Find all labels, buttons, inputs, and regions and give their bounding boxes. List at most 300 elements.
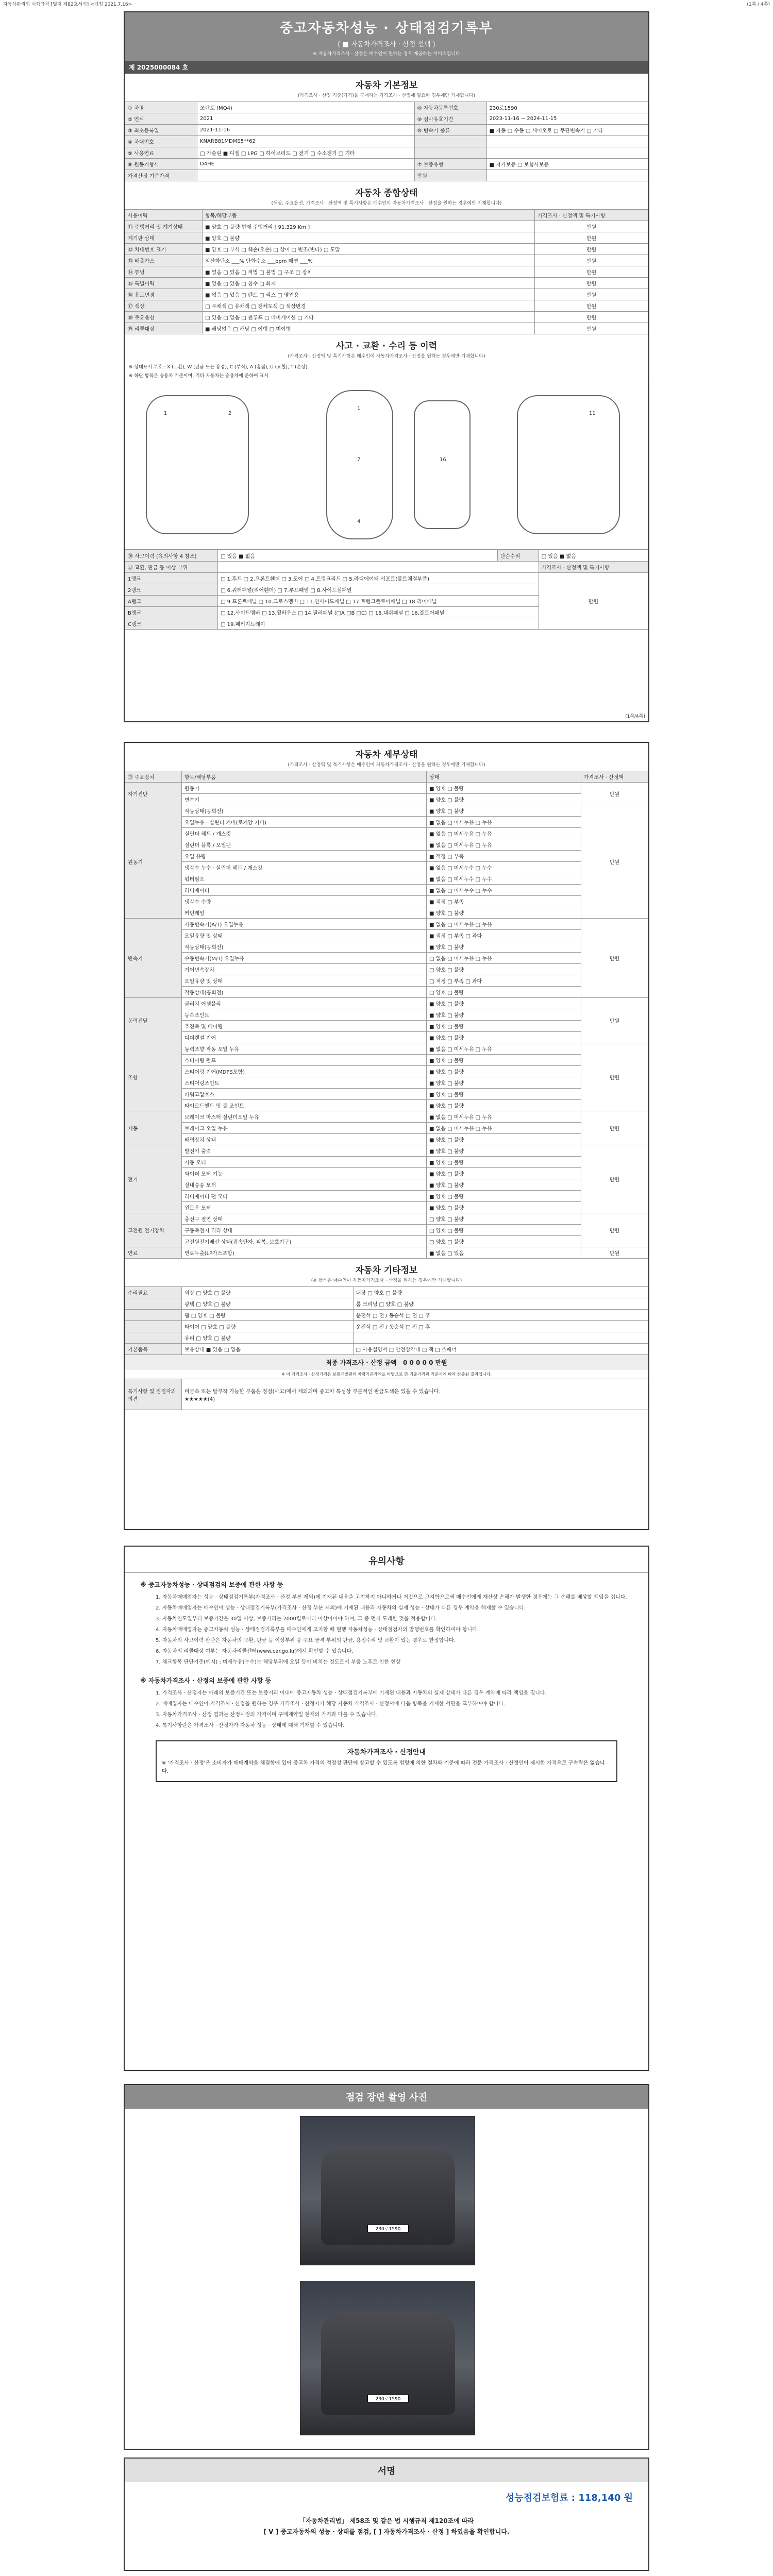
car-damage-diagram bbox=[125, 380, 648, 550]
overall-note: (색상, 주요옵션, 가격조사 · 산정액 및 특기사항은 매수인이 자동차가격조사 · 산정을 원하는 경우에만 기재합니다) bbox=[271, 201, 502, 206]
table-row bbox=[125, 1077, 648, 1089]
part-label: 수동변속기(M/T) 오일누유 bbox=[182, 953, 427, 964]
item-state: □ 무채색 □ 유채색 □ 전체도색 □ 색상변경 bbox=[203, 300, 535, 312]
part-state: ■ 양호 □ 불량 bbox=[427, 1021, 581, 1032]
part-label: 작동상태(공회전) bbox=[182, 941, 427, 953]
part-state: ■ 양호 □ 불량 bbox=[427, 1009, 581, 1021]
part-state: ■ 양호 □ 불량 bbox=[427, 907, 581, 919]
notice-page bbox=[124, 1546, 649, 2071]
table-row bbox=[125, 159, 648, 170]
overall-title: 자동차 종합상태 bbox=[355, 188, 418, 198]
part-state: ■ 없음 □ 미세누수 □ 누수 bbox=[427, 885, 581, 896]
table-row bbox=[125, 255, 648, 266]
part-state: ■ 양호 □ 불량 bbox=[427, 783, 581, 794]
signature-section bbox=[124, 2458, 649, 2571]
part-state: ■ 양호 □ 불량 bbox=[427, 1100, 581, 1111]
price-guide-box: 자동차가격조사 · 산정안내 ※ '가격조사 · 산정'은 소비자가 매매계약을 체결함에 있어 중고차 가격의 적정성 판단에 참고할 수 있도록 법령에 의한 절차와 기준에 따라 전문 가격조사 · 산정인이 제시한 가격으로 구속력은 없습니다. bbox=[156, 1740, 617, 1782]
document-subtitle: ( ■ 자동차가격조사 · 산정 선택 ) bbox=[338, 41, 435, 48]
table-row bbox=[125, 136, 648, 147]
notice-item: 4. 특기사항란은 가격조사 · 산정자가 자동차 성능 · 상태에 대해 기재할 수 있습니다. bbox=[156, 1723, 345, 1728]
part-state: □ 적정 □ 부족 □ 과다 bbox=[427, 975, 581, 987]
part-label: 작동상태(공회전) bbox=[182, 987, 427, 998]
group-price: 만원 bbox=[581, 919, 648, 998]
field-value bbox=[486, 170, 648, 181]
notice-item: 1. 자동차매매업자는 성능 · 상태점검기록부(가격조사 · 산정 부분 제외)에 기재된 내용을 고지하지 아니하거나 거짓으로 고지함으로써 매수인에게 재산상 손해가 발생한 경우에는 그 손해를 배상할 책임을 집니다. bbox=[156, 1595, 627, 1600]
part-label: 등속조인트 bbox=[182, 1009, 427, 1021]
item-label: ⑫ 차대번호 표기 bbox=[125, 244, 203, 255]
table-row bbox=[125, 1089, 648, 1100]
part-state: ■ 양호 □ 불량 bbox=[427, 1055, 581, 1066]
part-label: 오일유량 및 상태 bbox=[182, 975, 427, 987]
item-label: ⑲ 리콜대상 bbox=[125, 323, 203, 334]
part-label: 스티어링 기어(MDPS포함) bbox=[182, 1066, 427, 1077]
table-row bbox=[125, 1145, 648, 1157]
table-row bbox=[125, 1225, 648, 1236]
field-value: ■ 자동 □ 수동 □ 세미오토 □ 무단변속기 □ 기타 bbox=[486, 125, 648, 136]
item-price: 만원 bbox=[535, 266, 648, 278]
item-state: ■ 양호 □ 불량 현재 주행거리 [ 91,329 Km ] bbox=[203, 221, 535, 232]
document-title: 중고자동차성능 · 상태점검기록부 bbox=[280, 21, 493, 36]
field-label bbox=[414, 147, 486, 159]
page-indicator: (1쪽 / 4쪽) bbox=[747, 2, 770, 7]
page-1 bbox=[124, 11, 649, 722]
table-row bbox=[125, 805, 648, 817]
item-state: ■ 양호 □ 불량 bbox=[203, 232, 535, 244]
field-value: 230로1590 bbox=[486, 102, 648, 113]
detail-title: 자동차 세부상태 bbox=[355, 750, 418, 760]
part-label: 동력조향 작동 오일 누유 bbox=[182, 1043, 427, 1055]
part-label: 추진축 및 베어링 bbox=[182, 1021, 427, 1032]
group-price: 만원 bbox=[581, 1213, 648, 1247]
part-state: ■ 양호 □ 불량 bbox=[427, 1168, 581, 1179]
car-under-view bbox=[414, 400, 470, 529]
part-label: 시동 모터 bbox=[182, 1157, 427, 1168]
item-state: ■ 없음 □ 있음 □ 렌트 □ 리스 □ 영업용 bbox=[203, 289, 535, 300]
accident-legend: ※ 상태표시 부호 : X (교환), W (판금 또는 용접), C (부식), A (흠집), U (요철), T (손상) bbox=[129, 365, 308, 370]
part-state: ■ 양호 □ 불량 bbox=[427, 941, 581, 953]
table-row bbox=[125, 953, 648, 964]
part-label: 배력장치 상태 bbox=[182, 1134, 427, 1145]
table-row bbox=[125, 828, 648, 839]
field-label: ① 차명 bbox=[125, 102, 197, 113]
other-label bbox=[125, 1321, 182, 1332]
group-price: 만원 bbox=[581, 805, 648, 919]
table-row bbox=[125, 987, 648, 998]
table-row bbox=[125, 170, 648, 181]
part-state: ■ 적정 □ 부족 □ 과다 bbox=[427, 930, 581, 941]
page-footer: (1쪽/4쪽) bbox=[625, 714, 645, 719]
item-state: 일산화탄소 ___% 탄화수소 ___ppm 매연 ___% bbox=[203, 255, 535, 266]
other-state: 운전석 □ 전 / 동승석 □ 전 □ 후 bbox=[353, 1321, 648, 1332]
field-value bbox=[486, 147, 648, 159]
item-label: ⑬ 배출가스 bbox=[125, 255, 203, 266]
item-price: 만원 bbox=[535, 255, 648, 266]
part-label: 디퍼렌셜 기어 bbox=[182, 1032, 427, 1043]
other-note: (※ 항목은 매수인이 자동차가격조사 · 산정을 원하는 경우에만 기재합니다) bbox=[311, 1278, 462, 1283]
part-label: 오일 유량 bbox=[182, 851, 427, 862]
item-label: 계기판 상태 bbox=[125, 232, 203, 244]
table-row bbox=[125, 1298, 648, 1310]
col-price: 가격조사 · 산정액 및 특기사항 bbox=[535, 210, 648, 221]
table-row bbox=[125, 783, 648, 794]
part-label: 클러치 어셈블리 bbox=[182, 998, 427, 1009]
part-label: 라디에이터 bbox=[182, 885, 427, 896]
col-usage: 사용이력 bbox=[125, 210, 203, 221]
part-state: ■ 양호 □ 불량 bbox=[427, 1066, 581, 1077]
other-table bbox=[125, 1286, 648, 1355]
part-label: 연료누출(LP가스포함) bbox=[182, 1247, 427, 1259]
diagram-label: 1 bbox=[357, 405, 361, 411]
diagram-label: 2 bbox=[228, 411, 232, 416]
item-label: ⑪ 주행거리 및 계기상태 bbox=[125, 221, 203, 232]
law-text: 「자동차관리법」 제58조 및 같은 법 시행규칙 제120조에 따라 bbox=[299, 2517, 474, 2524]
part-label: 실린더 헤드 / 개스킷 bbox=[182, 828, 427, 839]
part-label: 고전원전기배선 상태(접속단자, 피복, 보호기구) bbox=[182, 1236, 427, 1247]
item-state: ■ 없음 □ 있음 □ 침수 □ 화재 bbox=[203, 278, 535, 289]
other-state: □ 사용설명서 □ 안전삼각대 □ 잭 □ 스패너 bbox=[353, 1344, 648, 1355]
diagram-label: 1 bbox=[164, 411, 167, 416]
item-label: ⑰ 색상 bbox=[125, 300, 203, 312]
form-reference: 자동차관리법 시행규칙 [별지 제82호서식] <개정 2021.7.16> bbox=[3, 2, 132, 7]
table-row bbox=[125, 266, 648, 278]
part-state: □ 양호 □ 불량 bbox=[427, 1225, 581, 1236]
notice-item: 3. 자동차인도일부터 보증기간은 30일 이상, 보증거리는 2000킬로미터 이상이어야 하며, 그 중 먼저 도래한 것을 적용합니다. bbox=[156, 1616, 438, 1622]
field-value bbox=[197, 170, 415, 181]
other-state bbox=[353, 1332, 648, 1344]
other-state: 외장 □ 양호 □ 불량 bbox=[182, 1287, 354, 1298]
col-item: 항목/해당부품 bbox=[203, 210, 535, 221]
field-value: ■ 자가보증 □ 보험사보증 bbox=[486, 159, 648, 170]
part-label: 라디에이터 팬 모터 bbox=[182, 1191, 427, 1202]
table-row bbox=[125, 1021, 648, 1032]
group-label: 조향 bbox=[125, 1043, 182, 1111]
field-value: 2023-11-16 ~ 2024-11-15 bbox=[486, 113, 648, 125]
part-label: 충전구 절연 상태 bbox=[182, 1213, 427, 1225]
group-label: 제동 bbox=[125, 1111, 182, 1145]
notice-item: 5. 자동차의 사고이력 판단은 자동차의 교환, 판금 등 이상부위 중 주요 골격 부위의 판금, 용접수리 및 교환이 있는 경우로 한정합니다. bbox=[156, 1638, 456, 1643]
part-state: ■ 양호 □ 불량 bbox=[427, 805, 581, 817]
basic-info-note: (가격조사 · 산정 기준(가격)을 구매자는 가격조사 · 산정에 필요한 경우에만 기재합니다) bbox=[298, 93, 475, 98]
item-label: ⑱ 주요옵션 bbox=[125, 312, 203, 323]
fee-line bbox=[125, 2482, 648, 2512]
part-state: ■ 없음 □ 미세누유 □ 누유 bbox=[427, 839, 581, 851]
field-value: 쏘렌토 (MQ4) bbox=[197, 102, 415, 113]
notice-item: 2. 자동차매매업자는 매수인이 성능 · 상태점검기록부(가격조사 · 산정 부분 제외)에 기재된 내용과 자동차의 실제 성능 · 상태가 다른 경우 계약을 해제할 수 있습니다. bbox=[156, 1605, 526, 1611]
table-row bbox=[125, 862, 648, 873]
table-row bbox=[125, 1236, 648, 1247]
other-state: 룸 크리닝 □ 양호 □ 불량 bbox=[353, 1298, 648, 1310]
table-row bbox=[125, 1247, 648, 1259]
table-row bbox=[125, 1134, 648, 1145]
field-value: D4HE bbox=[197, 159, 415, 170]
table-row bbox=[125, 1332, 648, 1344]
notice-title: 유의사항 bbox=[125, 1547, 648, 1573]
accident-table: ⑳ 사고이력 (유의사항 4 참조) □ 있음 ■ 없음 단순수리 □ 있음 ■ 없음 ㉑ 교환, 판금 등 이상 부위 가격조사 · 산정액 및 특기사항 1랭크 □ 1.후드 □ 2.프론트휀더 □ 3.도어 □ 4.트렁크리드 □ 5.라디에이터 서포트(볼트체결부품) 만원 2랭크 □ 6.쿼터패널(리어휀더) □ 7.루프패널 □ 8.사이드실패널 A랭크 □ 9.프론트패널 □ 10.크로스멤버 □ 11.인사이드패널 □ 17.트렁크플로어패널 □ 18.리어패널 B랭크 □ 12.사이드멤버 □ 13.휠하우스 □ 14.필러패널 (□A □B □C) □ 15.대쉬패널 □ 16.플로어패널 C랭크 □ 19.패키지트레이 bbox=[125, 550, 648, 630]
part-state: ■ 없음 □ 미세누유 □ 누유 bbox=[427, 1043, 581, 1055]
table-row bbox=[125, 1168, 648, 1179]
table-row bbox=[125, 975, 648, 987]
table-row bbox=[125, 998, 648, 1009]
group-label: 동력전달 bbox=[125, 998, 182, 1043]
item-label: ⑯ 용도변경 bbox=[125, 289, 203, 300]
field-label: ⑨ 검사유효기간 bbox=[414, 113, 486, 125]
field-label: ⑦ 보증유형 bbox=[414, 159, 486, 170]
field-label: ⑤ 사용연료 bbox=[125, 147, 197, 159]
final-price: 최종 가격조사 · 산정 금액 0 0 0 0 0 만원 bbox=[125, 1355, 648, 1370]
table-row bbox=[125, 839, 648, 851]
overall-table bbox=[125, 209, 648, 334]
table-row bbox=[125, 1321, 648, 1332]
photo-page bbox=[124, 2084, 649, 2450]
part-state: ■ 없음 □ 미세누수 □ 누수 bbox=[427, 862, 581, 873]
notice-item: 2. 매매업자는 매수인이 가격조사 · 산정을 원하는 경우 가격조사 · 산정자가 해당 자동차 가격조사 · 산정서에 다음 항목을 기재한 서면을 교부하여야 합니다. bbox=[156, 1701, 506, 1707]
table-row bbox=[125, 244, 648, 255]
table-row bbox=[125, 300, 648, 312]
table-row bbox=[125, 1123, 648, 1134]
table-row bbox=[125, 125, 648, 136]
table-row bbox=[125, 907, 648, 919]
item-state: ■ 해당없음 □ 해당 □ 이행 □ 미이행 bbox=[203, 323, 535, 334]
field-label: 만원 bbox=[414, 170, 486, 181]
item-price: 만원 bbox=[535, 323, 648, 334]
car-top-view bbox=[326, 390, 393, 539]
item-label: ⑮ 특별이력 bbox=[125, 278, 203, 289]
document-note: ※ 자동차가격조사 · 산정은 매수인이 원하는 경우 제공하는 서비스입니다 bbox=[313, 52, 460, 57]
part-state: ■ 없음 □ 미세누유 □ 누유 bbox=[427, 817, 581, 828]
item-price: 만원 bbox=[535, 312, 648, 323]
diagram-label: 7 bbox=[357, 457, 361, 463]
license-plate: 230로1590 bbox=[367, 2395, 409, 2402]
car-right-side bbox=[517, 395, 620, 534]
part-state: ■ 없음 □ 있음 bbox=[427, 1247, 581, 1259]
notice-item: 1. 가격조사 · 산정자는 아래의 보증기간 또는 보증거리 이내에 중고자동차 성능 · 상태점검기록부에 기재된 내용과 자동차의 실제 상태가 다른 경우 계약에 따라 책임을 집니다. bbox=[156, 1690, 547, 1696]
notice-item: 4. 자동차매매업자는 중고자동차 성능 · 상태점검기록부를 매수인에게 고지할 때 현행 자동차성능 · 상태점검자의 발행번호를 확인하여야 합니다. bbox=[156, 1627, 479, 1633]
table-row bbox=[125, 941, 648, 953]
part-label: 브레이크 마스터 실린더오일 누유 bbox=[182, 1111, 427, 1123]
field-label bbox=[414, 136, 486, 147]
table-row bbox=[125, 1009, 648, 1021]
table-row bbox=[125, 232, 648, 244]
part-label: 냉각수 누수 · 실린더 헤드 / 개스킷 bbox=[182, 862, 427, 873]
table-row bbox=[125, 1202, 648, 1213]
part-label: 워터펌프 bbox=[182, 873, 427, 885]
field-value: 2021-11-16 bbox=[197, 125, 415, 136]
item-price: 만원 bbox=[535, 232, 648, 244]
group-label: 연료 bbox=[125, 1247, 182, 1259]
table-row bbox=[125, 964, 648, 975]
part-state: □ 양호 □ 불량 bbox=[427, 1236, 581, 1247]
detail-table: ㉒ 주요장치 항목/해당부품 상태 가격조사 · 산정액 자기진단 원동기 ■ 양호 □ 불량 만원 변속기 ■ 양호 □ 불량 원동기 작동상태(공회전) ■ 양호 □ 불량 만원 오일누유 · 실린더 커버(로커암 커버) ■ 없음 □ 미세누유 □ 누유 실린더 헤드 / 개스킷 ■ 없음 □ 미세누유 □ 누유 실린더 블록 / 오일팬 ■ 없음 □ 미세누유 □ 누유 오일 유량 ■ 적정 □ 부족 냉각수 누수 · 실린더 헤드 / 개스킷 ■ 없음 □ 미세누수 □ 누수 워터펌프 ■ 없음 □ 미세누수 □ 누수 라디에이터 ■ 없음 □ 미세누수 □ 누수 냉각수 수량 ■ 적정 □ 부족 커먼레일 ■ 양호 □ 불량 변속기 자동변속기(A/T) 오일누유 ■ 없음 □ 미세누유 □ 누유 만원 오일유량 및 상태 ■ 적정 □ 부족 □ 과다 작동상태(공회전) ■ 양호 □ 불량 수동변속기(M/T) 오일누유 □ 없음 □ 미세누유 □ 누유 기어변속장치 □ 양호 □ 불량 오일유량 및 상태 □ 적정 □ 부족 □ 과다 작동상태(공회전) □ 양호 □ 불량 동력전달 클러치 어셈블리 ■ 양호 □ 불량 만원 등속조인트 ■ 양호 □ 불량 추진축 및 베어링 ■ 양호 □ 불량 디퍼렌셜 기어 ■ 양호 □ 불량 조향 동력조향 작동 오일 누유 ■ 없음 □ 미세누유 □ 누유 만원 스티어링 펌프 ■ 양호 □ 불량 스티어링 기어(MDPS포함) ■ 양호 □ 불량 스티어링조인트 ■ 양호 □ 불량 파워고압호스 ■ 양호 □ 불량 타이로드엔드 및 볼 조인트 ■ 양호 □ 불량 제동 브레이크 마스터 실린더오일 누유 ■ 없음 □ 미세누유 □ 누유 만원 브레이크 오일 누유 ■ 없음 □ 미세누유 □ 누유 배력장치 상태 ■ 양호 □ 불량 전기 발전기 출력 ■ 양호 □ 불량 만원 시동 모터 ■ 양호 □ 불량 와이퍼 모터 기능 ■ 양호 □ 불량 실내송풍 모터 ■ 양호 □ 불량 라디에이터 팬 모터 ■ 양호 □ 불량 윈도우 모터 ■ 양호 □ 불량 고전원 전기장치 충전구 절연 상태 □ 양호 □ 불량 만원 구동축전지 격리 상태 □ 양호 □ 불량 고전원전기배선 상태(접속단자, 피복, 보호기구) □ 양호 □ 불량 연료 연료누출(LP가스포함) ■ 없음 □ 있음 만원 bbox=[125, 771, 648, 1259]
part-state: ■ 양호 □ 불량 bbox=[427, 1077, 581, 1089]
document-number: 제 2025000084 호 bbox=[125, 61, 648, 74]
notice-section-1: ※ 중고자동차성능 · 상태점검의 보증에 관한 사항 등 bbox=[140, 1581, 283, 1588]
part-label: 커먼레일 bbox=[182, 907, 427, 919]
part-state: ■ 양호 □ 불량 bbox=[427, 1134, 581, 1145]
table-row bbox=[125, 1191, 648, 1202]
page-2 bbox=[124, 742, 649, 1530]
part-state: ■ 적정 □ 부족 bbox=[427, 896, 581, 907]
other-state: 휠 □ 양호 □ 불량 bbox=[182, 1310, 354, 1321]
part-state: □ 양호 □ 불량 bbox=[427, 964, 581, 975]
table-row bbox=[125, 851, 648, 862]
item-price: 만원 bbox=[535, 244, 648, 255]
sign-title: 서명 bbox=[125, 2459, 648, 2482]
item-price: 만원 bbox=[535, 300, 648, 312]
item-state: ■ 없음 □ 있음 □ 적법 □ 불법 □ 구조 □ 장치 bbox=[203, 266, 535, 278]
group-price: 만원 bbox=[581, 998, 648, 1043]
photo-title: 점검 장면 촬영 사진 bbox=[125, 2085, 648, 2109]
other-label bbox=[125, 1332, 182, 1344]
table-row bbox=[125, 1111, 648, 1123]
group-label: 고전원 전기장치 bbox=[125, 1213, 182, 1247]
part-label: 윈도우 모터 bbox=[182, 1202, 427, 1213]
part-state: ■ 양호 □ 불량 bbox=[427, 1191, 581, 1202]
part-label: 와이퍼 모터 기능 bbox=[182, 1168, 427, 1179]
accident-note: (가격조사 · 산정액 및 특기사항은 매수인이 자동차가격조사 · 산정을 원하는 경우에만 기재합니다) bbox=[288, 354, 485, 359]
group-price: 만원 bbox=[581, 1111, 648, 1145]
table-row bbox=[125, 323, 648, 334]
basic-info-title: 자동차 기본정보 bbox=[355, 80, 418, 91]
table-row bbox=[125, 1055, 648, 1066]
part-state: ■ 양호 □ 불량 bbox=[427, 794, 581, 805]
accident-title: 사고 · 교환 · 수리 등 이력 bbox=[335, 341, 438, 351]
part-state: ■ 양호 □ 불량 bbox=[427, 1145, 581, 1157]
table-row bbox=[125, 1066, 648, 1077]
part-state: □ 양호 □ 불량 bbox=[427, 1213, 581, 1225]
table-row bbox=[125, 873, 648, 885]
other-state: 유리 □ 양호 □ 불량 bbox=[182, 1332, 354, 1344]
item-label: ⑭ 튜닝 bbox=[125, 266, 203, 278]
part-state: ■ 없음 □ 미세누유 □ 누유 bbox=[427, 1111, 581, 1123]
notice-item: 7. 체크항목 판단기준(예시) : 미세누유(누수)는 해당부위에 오일 등이 비치는 정도로서 부품 노후로 인한 현상 bbox=[156, 1659, 401, 1665]
other-label bbox=[125, 1310, 182, 1321]
table-row bbox=[125, 102, 648, 113]
group-price: 만원 bbox=[581, 1247, 648, 1259]
part-label: 오일유량 및 상태 bbox=[182, 930, 427, 941]
other-state: 내장 □ 양호 □ 불량 bbox=[353, 1287, 648, 1298]
part-state: ■ 양호 □ 불량 bbox=[427, 1179, 581, 1191]
diagram-label: 11 bbox=[589, 411, 596, 416]
table-row bbox=[125, 1032, 648, 1043]
item-price: 만원 bbox=[535, 221, 648, 232]
field-value: KNARB81MDMS5**62 bbox=[197, 136, 415, 147]
part-label: 변속기 bbox=[182, 794, 427, 805]
field-label: ⑩ 변속기 종류 bbox=[414, 125, 486, 136]
car-left-side bbox=[146, 395, 249, 534]
group-label: 전기 bbox=[125, 1145, 182, 1213]
group-label: 변속기 bbox=[125, 919, 182, 998]
part-label: 발전기 출력 bbox=[182, 1145, 427, 1157]
part-label: 파워고압호스 bbox=[182, 1089, 427, 1100]
table-row bbox=[125, 278, 648, 289]
table-row bbox=[125, 919, 648, 930]
part-state: □ 양호 □ 불량 bbox=[427, 987, 581, 998]
group-label: 자기진단 bbox=[125, 783, 182, 805]
part-state: ■ 양호 □ 불량 bbox=[427, 1032, 581, 1043]
table-row bbox=[125, 1213, 648, 1225]
final-price-note: ※ 이 가격조사 · 산정가격은 보험개발원의 차량기준가액을 바탕으로 한 기준가격과 기준서에 따라 산출된 결과입니다. bbox=[281, 1372, 492, 1377]
other-title: 자동차 기타정보 bbox=[355, 1265, 418, 1276]
item-price: 만원 bbox=[535, 278, 648, 289]
top-bar bbox=[0, 0, 773, 7]
accident-diagram-note: ※ 하단 항목은 승용차 기준이며, 기타 자동차는 승용차에 준하여 표시 bbox=[129, 374, 268, 379]
notice-list-1 bbox=[125, 1593, 648, 1667]
item-price: 만원 bbox=[535, 289, 648, 300]
other-label: 기본품목 bbox=[125, 1344, 182, 1355]
part-label: 구동축전지 격리 상태 bbox=[182, 1225, 427, 1236]
law-text-2: [ V ] 중고자동차의 성능 · 상태를 점검, [ ] 자동차가격조사 · 산정 ] 하였음을 확인합니다. bbox=[263, 2528, 510, 2535]
field-label: 가격산정 기준가격 bbox=[125, 170, 197, 181]
table-row bbox=[125, 289, 648, 300]
field-value bbox=[486, 136, 648, 147]
detail-note: (가격조사 · 산정액 및 특기사항은 매수인이 자동차가격조사 · 산정을 원하는 경우에만 기재합니다) bbox=[288, 762, 485, 768]
other-state: 보유상태 ■ 있음 □ 없음 bbox=[182, 1344, 354, 1355]
part-state: ■ 적정 □ 부족 bbox=[427, 851, 581, 862]
part-label: 타이로드엔드 및 볼 조인트 bbox=[182, 1100, 427, 1111]
table-row bbox=[125, 1310, 648, 1321]
part-label: 원동기 bbox=[182, 783, 427, 794]
part-label: 작동상태(공회전) bbox=[182, 805, 427, 817]
license-plate: 230로1590 bbox=[367, 2225, 409, 2232]
insurance-fee: 성능점검보험료 : 118,140 원 bbox=[505, 2493, 633, 2503]
table-row bbox=[125, 1043, 648, 1055]
table-row bbox=[125, 817, 648, 828]
part-label: 기어변속장치 bbox=[182, 964, 427, 975]
table-row bbox=[125, 930, 648, 941]
basic-info-table bbox=[125, 101, 648, 181]
notice-item: 3. 자동차가격조사 · 산정 결과는 산정시점의 가격이며 구매계약일 현재의 가격과 다를 수 있습니다. bbox=[156, 1712, 378, 1718]
item-state: □ 있음 □ 없음 □ 썬루프 □ 네비게이션 □ 기타 bbox=[203, 312, 535, 323]
table-row bbox=[125, 1100, 648, 1111]
part-state: ■ 양호 □ 불량 bbox=[427, 1089, 581, 1100]
part-state: □ 없음 □ 미세누유 □ 누유 bbox=[427, 953, 581, 964]
part-label: 오일누유 · 실린더 커버(로커암 커버) bbox=[182, 817, 427, 828]
part-label: 브레이크 오일 누유 bbox=[182, 1123, 427, 1134]
special-table: 특기사항 및 점검자의 의견 비금속 또는 탈부착 가능한 부품은 점검(사고)에서 제외되며 중고차 특성상 부분적인 판금도색은 있을 수 있습니다. ★★★★★(4) bbox=[125, 1379, 648, 1410]
part-state: ■ 없음 □ 미세누유 □ 누유 bbox=[427, 919, 581, 930]
diagram-label: 16 bbox=[440, 457, 446, 463]
part-state: ■ 없음 □ 미세누유 □ 누유 bbox=[427, 828, 581, 839]
notice-list-2 bbox=[125, 1689, 648, 1730]
group-price: 만원 bbox=[581, 783, 648, 805]
other-state: 운전석 □ 전 / 동승석 □ 전 □ 후 bbox=[353, 1310, 648, 1321]
table-row bbox=[125, 794, 648, 805]
field-value: 2021 bbox=[197, 113, 415, 125]
table-row bbox=[125, 1287, 648, 1298]
table-row bbox=[125, 221, 648, 232]
notice-item: 6. 자동차의 리콜대상 여부는 자동차리콜센터(www.car.go.kr)에서 확인할 수 있습니다. bbox=[156, 1649, 354, 1654]
part-label: 스티어링조인트 bbox=[182, 1077, 427, 1089]
document-header bbox=[125, 12, 648, 61]
part-label: 실린더 블록 / 오일팬 bbox=[182, 839, 427, 851]
field-label: ③ 최초등록일 bbox=[125, 125, 197, 136]
inspection-photo-front bbox=[300, 2116, 475, 2265]
field-value: □ 가솔린 ■ 디젤 □ LPG □ 하이브리드 □ 전기 □ 수소전기 □ 기타 bbox=[197, 147, 415, 159]
part-state: ■ 없음 □ 미세누수 □ 누수 bbox=[427, 873, 581, 885]
part-state: ■ 양호 □ 불량 bbox=[427, 1157, 581, 1168]
table-row bbox=[125, 1157, 648, 1168]
field-label: ⑧ 자동차등록번호 bbox=[414, 102, 486, 113]
part-state: ■ 없음 □ 미세누유 □ 누유 bbox=[427, 1123, 581, 1134]
field-label: ② 연식 bbox=[125, 113, 197, 125]
table-row bbox=[125, 896, 648, 907]
item-state: ■ 양호 □ 부식 □ 훼손(오손) □ 상이 □ 변조(변타) □ 도말 bbox=[203, 244, 535, 255]
other-state: 타이어 □ 양호 □ 불량 bbox=[182, 1321, 354, 1332]
part-label: 냉각수 수량 bbox=[182, 896, 427, 907]
inspection-photo-rear bbox=[300, 2281, 475, 2435]
diagram-label: 4 bbox=[357, 519, 361, 524]
table-row bbox=[125, 113, 648, 125]
